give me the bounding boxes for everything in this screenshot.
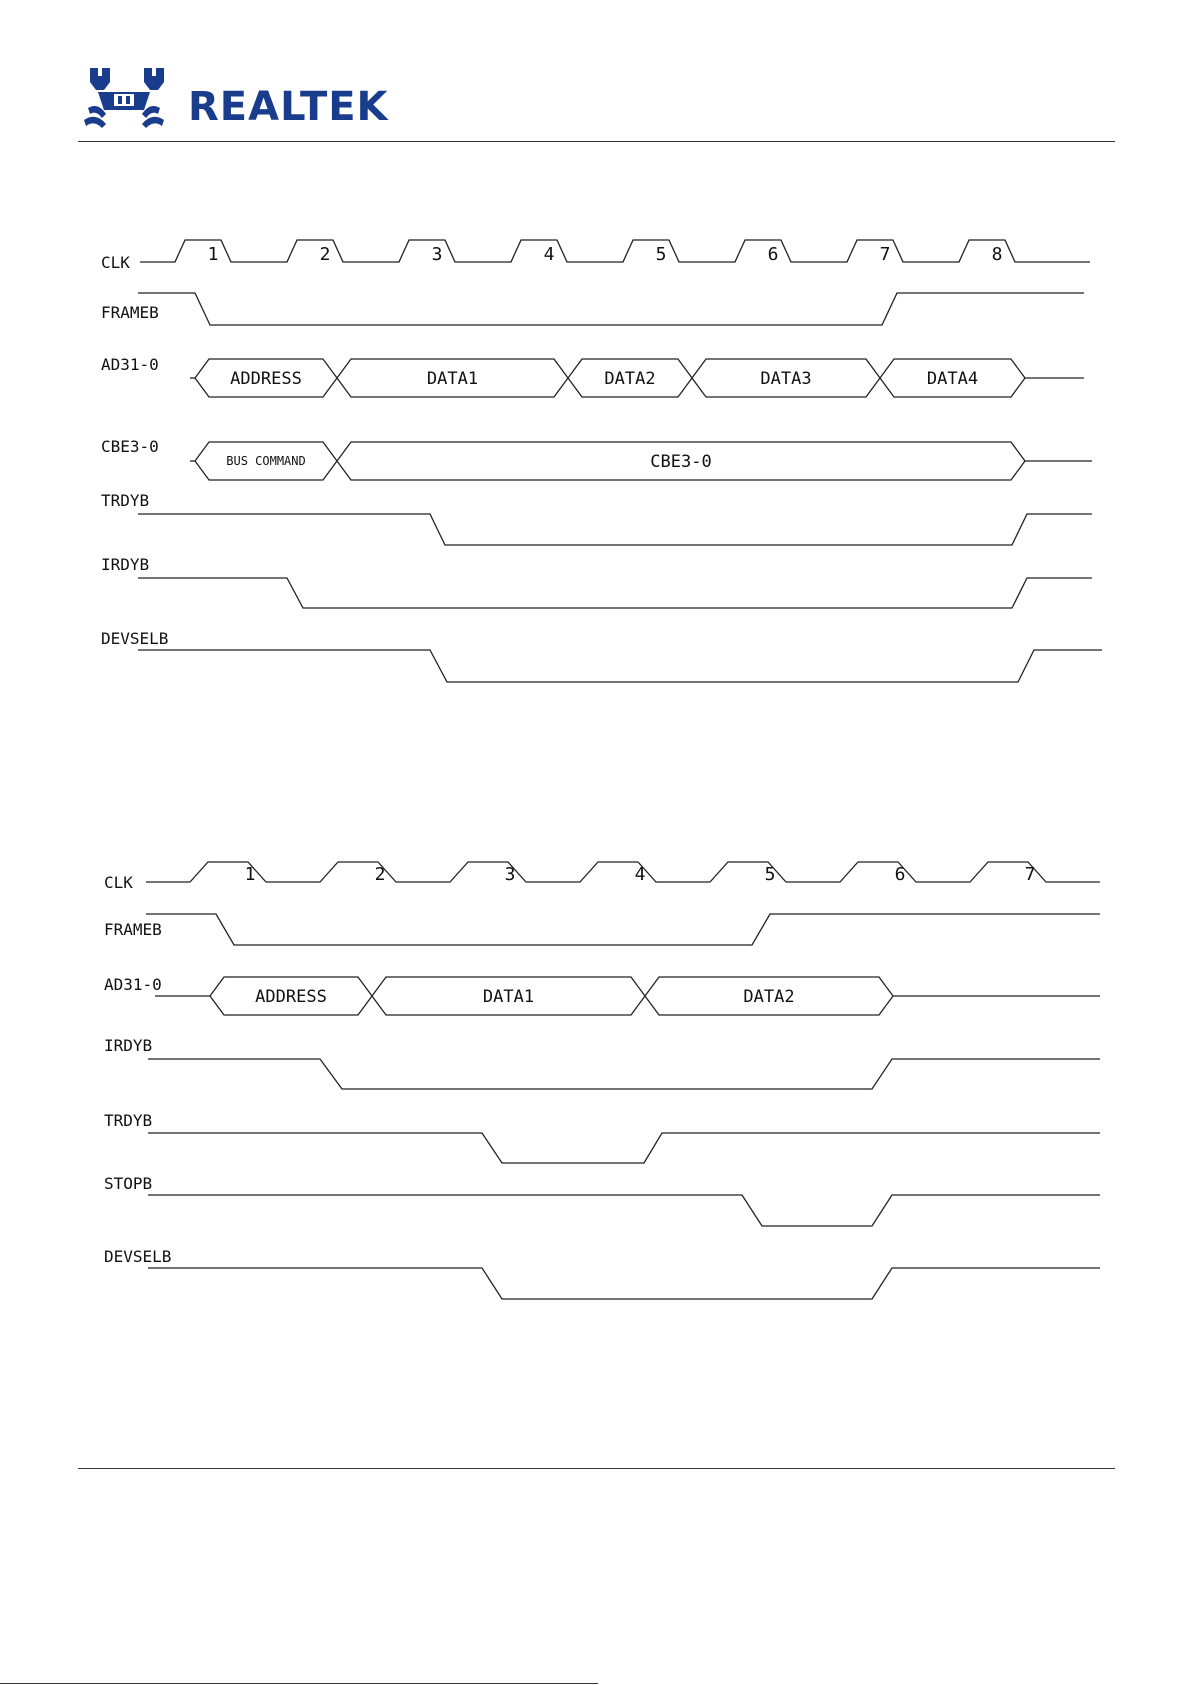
signal-label: FRAMEB xyxy=(101,303,159,322)
signal-label: TRDYB xyxy=(101,491,150,510)
bus-segment-label: DATA2 xyxy=(743,987,795,1007)
clock-cycle-number: 2 xyxy=(374,864,386,885)
bus-segment-label: ADDRESS xyxy=(230,369,302,389)
clock-cycle-number: 3 xyxy=(504,864,516,885)
signal-waveform xyxy=(138,578,1092,608)
signal-label: DEVSELB xyxy=(104,1247,172,1266)
clk-label: CLK xyxy=(104,873,133,892)
clock-cycle-number: 1 xyxy=(244,864,256,885)
signal-label: CBE3-0 xyxy=(101,437,159,456)
bus-segment-label: DATA1 xyxy=(426,369,479,389)
clock-cycle-number: 5 xyxy=(655,244,667,265)
signal-label: IRDYB xyxy=(101,555,150,574)
signal-waveform xyxy=(148,1195,1100,1226)
clock-cycle-number: 3 xyxy=(431,244,443,265)
bus-segment-label: DATA2 xyxy=(604,369,656,389)
signal-waveform xyxy=(148,1133,1100,1163)
clock-cycle-number: 7 xyxy=(879,244,891,265)
signal-label: AD31-0 xyxy=(101,355,159,374)
footnote-divider xyxy=(0,1683,598,1684)
signal-waveform xyxy=(148,1268,1100,1299)
clock-cycle-number: 4 xyxy=(634,864,646,885)
signal-label: STOPB xyxy=(104,1174,153,1193)
clock-cycle-number: 6 xyxy=(894,864,906,885)
signal-label: IRDYB xyxy=(104,1036,153,1055)
signal-waveform xyxy=(138,514,1092,545)
signal-label: TRDYB xyxy=(104,1111,153,1130)
signal-label: FRAMEB xyxy=(104,920,162,939)
clock-cycle-number: 1 xyxy=(207,244,219,265)
brand-name: REALTEK xyxy=(188,84,389,130)
signal-label: DEVSELB xyxy=(101,629,169,648)
clk-waveform xyxy=(140,240,1090,262)
bus-segment-label: BUS COMMAND xyxy=(226,454,306,468)
signal-waveform xyxy=(146,914,1100,945)
footer-divider xyxy=(78,1468,1115,1469)
bus-segment-label: DATA1 xyxy=(482,987,535,1007)
timing-diagram-target-disconnect xyxy=(104,862,1100,1299)
signal-waveform xyxy=(148,1059,1100,1089)
clock-cycle-number: 6 xyxy=(767,244,779,265)
clock-cycle-number: 8 xyxy=(991,244,1003,265)
clock-cycle-number: 7 xyxy=(1024,864,1036,885)
timing-diagram-burst-transfer xyxy=(101,240,1102,682)
bus-segment-label: DATA3 xyxy=(760,369,812,389)
frameb-waveform xyxy=(138,293,1084,325)
clk-waveform xyxy=(146,862,1100,882)
clock-cycle-number: 2 xyxy=(319,244,331,265)
clk-label: CLK xyxy=(101,253,130,272)
bus-segment-label: ADDRESS xyxy=(255,987,327,1007)
signal-label: AD31-0 xyxy=(104,975,162,994)
bus-segment-label: DATA4 xyxy=(926,369,979,389)
clock-cycle-number: 4 xyxy=(543,244,555,265)
clock-cycle-number: 5 xyxy=(764,864,776,885)
signal-waveform xyxy=(138,650,1102,682)
bus-segment-label: CBE3-0 xyxy=(650,452,712,472)
